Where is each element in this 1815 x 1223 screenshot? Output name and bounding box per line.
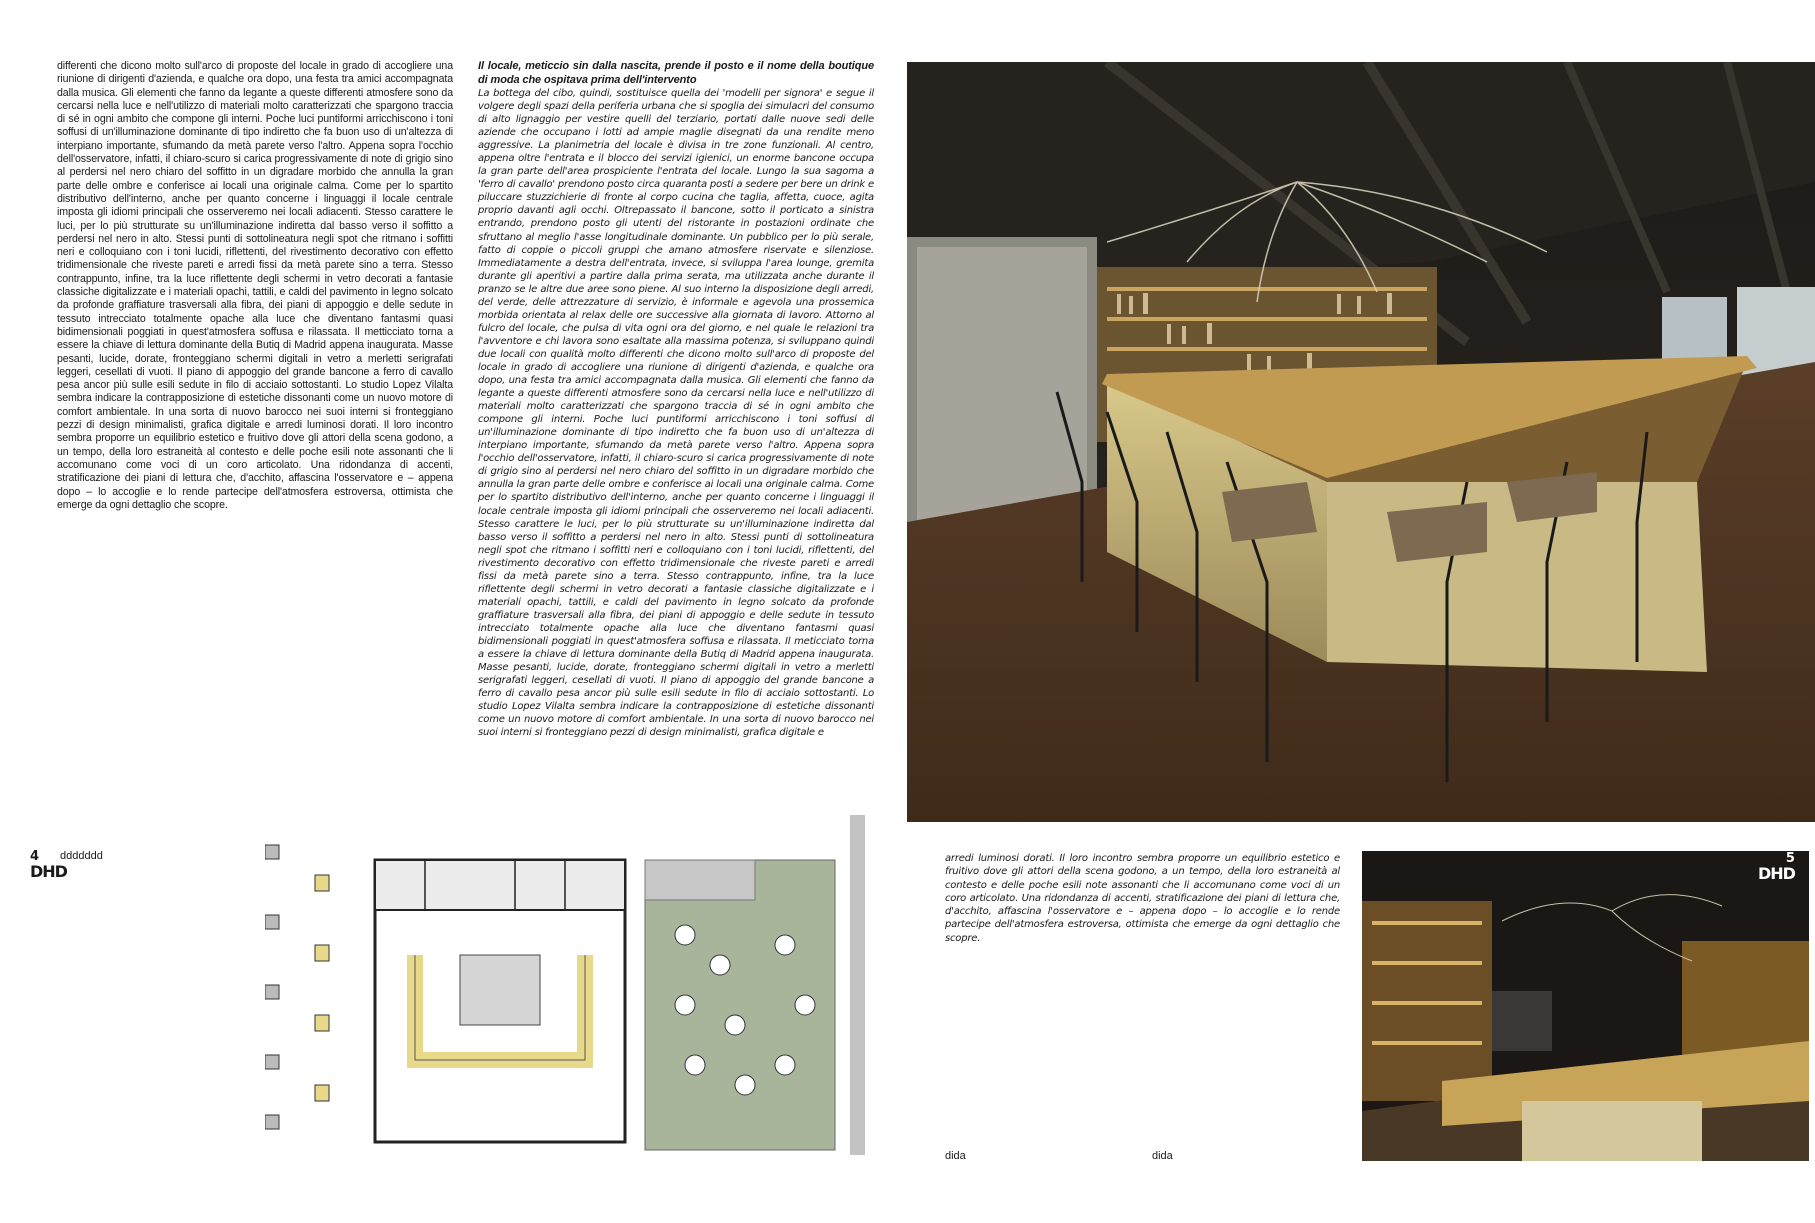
floor-plan: [265, 815, 870, 1155]
left-text-column: differenti che dicono molto sull'arco di proposte del locale in grado di accogliere una riunione di dirigenti d'azienda, e qualche ora dopo, una festa tra amici accompagnata dalla musica. Gli elementi che fanno da legante a queste differenti atmosfere sono da cercarsi nella luce e nell'utilizzo di materiali molto caratterizzati che spargono traccia di sé in ogni ambito che compone gli interni. Poche luci puntiformi arricchiscono i toni soffusi di un'illuminazione dominante di tipo indiretto che fa buon uso di un'altezza di interpiano importante, sfumando da metà parete verso l'altro. Appena sopra l'occhio dell'osservatore, infatti, il chiaro-scuro si carica progressivamente di note di grigio sino al perdersi nel nero chiaro del soffitto in un digradare morbido che annulla la gran parte delle ombre e conferisce ai locali una originale calma. Come per lo spartito distributivo dell'interno, anche per quanto concerne i linguaggi il locale centrale imposta gli idiomi principali che osserveremo nei locali adiacenti. Stesso carattere le luci, per lo più strutturate su un'illuminazione indiretta dal basso verso il soffitto a perdersi nel nero in alto. Stessi punti di sottolineatura negli spot che ritmano i soffitti neri e colloquiano con i toni lucidi, riflettenti, del rivestimento decorativo con effetto tridimensionale che riveste pareti e arredi fissi da metà parete sino a terra. Stesso contrappunto, infine, tra la luce riflettente degli schermi in vetro decorati a fantasie classiche digitalizzate e i materiali opachi, tattili, e caldi del pavimento in legno solcato da profonde graffiature trasversali alla fibra, dei piani di appoggio e delle sedute in tessuto intrecciato totalmente opache alla luce che diventano fantasmi quasi bidimensionali poggiati in quest'atmosfera soffusa e rilassata. Il metticciato torna a essere la chiave di lettura dominante della Butiq di Madrid appena inaugurata. Masse pesanti, lucide, dorate, fronteggiano schermi digitali in vetro a merletti serigrafati leggeri, cesellati di vuoti. Il piano di appoggio del grande bancone a ferro di cavallo pesa ancor più sulle esili sedute in filo di acciaio sottostanti. Lo studio Lopez Vilalta sembra indicare la contrapposizione di estetiche dissonanti come un nuovo motore di comfort ambientale. In una sorta di nuovo barocco nei suoi interni si fronteggiano pezzi di design minimalisti, grafica digitale e arredi luminosi dorati. Il loro incontro sembra proporre un equilibrio estetico e fruitivo dove gli attori della scena godono, a un tempo, della loro estraneità al contesto e delle poche esili note assonanti che li accomunano come voci di un coro articolato. Una ridondanza di accenti, stratificazione dei piani di lettura che, d'acchito, affascina l'osservatore e – appena dopo – lo accoglie e lo rende partecipe dell'atmosfera estroversa, ottimista che emerge da ogni dettaglio che scopre.: [57, 60, 453, 511]
caption-1: dida: [945, 1150, 966, 1162]
page-number: 4: [30, 849, 40, 864]
middle-text-column: [478, 60, 874, 770]
right-bottom-text: arredi luminosi dorati. Il loro incontro sembra proporre un equilibrio estetico e fruitivo dove gli attori della scena godono, a un tempo, della loro estraneità al contesto e delle poche esili note assonanti che li accomunano come voci di un coro articolato. Una ridondanza di accenti, stratificazione dei piani di lettura che, d'acchito, affascina l'osservatore e – appena dopo – lo accoglie e lo rende partecipe dell'atmosfera estroversa, ottimista che emerge da ogni dettaglio che scopre.: [945, 853, 1340, 944]
caption-2: dida: [1152, 1150, 1173, 1162]
page-number: 5: [1785, 851, 1795, 866]
bar-detail-photo: [1362, 851, 1809, 1161]
bar-interior-photo: [907, 62, 1815, 822]
magazine-logo: DHD: [30, 862, 67, 881]
section-heading: Il locale, meticcio sin dalla nascita, prende il posto e il nome della boutique di moda che ospitava prima dell'intervento: [478, 60, 874, 86]
page-number-right: [1758, 852, 1795, 882]
middle-body-text: La bottega del cibo, quindi, sostituisce quella dei 'modelli per signora' e segue il volgere degli spazi della periferia urbana che si spoglia dei simulacri del consumo di alto lignaggio per vestire quelli del terziario, portati dalle nuove sedi delle aziende che occupano i lotti ad ampie maglie disegnati da una rendite meno aggressive. La planimetria del locale è divisa in tre zone funzionali. Al centro, appena oltre l'entrata e il blocco dei servizi igienici, un enorme bancone occupa la gran parte dell'area prospiciente l'entrata del locale. Lungo la sua sagoma a 'ferro di cavallo' prendono posto circa quaranta posti a sedere per bere un drink e piluccare stuzzichierie di fronte al corpo cucina che taglia, affetta, cuoce, agita proprio davanti agli occhi. Oltrepassato il bancone, sotto il porticato a sinistra entrando, prendono posto gli utenti del ristorante in postazioni ordinate che sfruttano al meglio l'asse longitudinale dominante. Un pubblico per lo più serale, fatto di coppie o piccoli gruppi che amano atmosfere riservate e silenziose. Immediatamente a destra dell'entrata, invece, si sviluppa l'area lounge, gremita durante gli aperitivi a partire dalla prima serata, ma utilizzata anche durante il pranzo se le altre due aree sono piene. Al suo interno la disposizione degli arredi, del verde, delle attrezzature di servizio, è informale e agevola una prossemica morbida orientata al relax delle ore successive alla giornata di lavoro. Attorno al fulcro del locale, che pulsa di vita ogni ora del giorno, e nel quale le relazioni tra l'avventore e chi lavora sono esaltate alla massima potenza, si sviluppano quindi due locali con qualità molto differenti che dicono molto sull'arco di proposte del locale in grado di accogliere una riunione di dirigenti d'azienda, e qualche ora dopo, una festa tra amici accompagnata dalla musica. Gli elementi che fanno da legante a queste differenti atmosfere sono da cercarsi nella luce e nell'utilizzo di materiali molto caratterizzati che spargono traccia di sé in ogni ambito che compone gli interni. Poche luci puntiformi arricchiscono i toni soffusi di un'illuminazione dominante di tipo indiretto che fa buon uso di un'altezza di interpiano importante, sfumando da metà parete verso l'altro. Appena sopra l'occhio dell'osservatore, infatti, il chiaro-scuro si carica progressivamente di note di grigio sino al perdersi nel nero chiaro del soffitto in un digradare morbido che annulla la gran parte delle ombre e conferisce ai locali una originale calma. Come per lo spartito distributivo dell'interno, anche per quanto concerne i linguaggi il locale centrale imposta gli idiomi principali che osserveremo nei locali adiacenti. Stesso carattere le luci, per lo più strutturate su un'illuminazione indiretta dal basso verso il soffitto a perdersi nel nero in alto. Stessi punti di sottolineatura negli spot che ritmano i soffitti neri e colloquiano con i toni lucidi, riflettenti, del rivestimento decorativo con effetto tridimensionale che riveste pareti e arredi fissi da metà parete sino a terra. Stesso contrappunto, infine, tra la luce riflettente degli schermi in vetro decorati a fantasie classiche digitalizzate e i materiali opachi, tattili, e caldi del pavimento in legno solcato da profonde graffiature trasversali alla fibra, dei piani di appoggio e delle sedute in tessuto intrecciato totalmente opache alla luce che diventano fantasmi quasi bidimensionali poggiati in quest'atmosfera soffusa e rilassata. Il meticciato torna a essere la chiave di lettura dominante della Butiq di Madrid appena inaugurata. Masse pesanti, lucide, dorate, fronteggiano schermi digitali in vetro a merletti serigrafati leggeri, cesellati di vuoti. Il piano di appoggio del grande bancone a ferro di cavallo pesa ancor più sulle esili sedute in filo di acciaio sottostanti. Lo studio Lopez Vilalta sembra indicare la contrapposizione di estetiche dissonanti come un nuovo motore di comfort ambientale. In una sorta di nuovo barocco nei suoi interni si fronteggiano pezzi di design minimalisti, grafica digitale e: [478, 88, 874, 739]
folio-label: ddddddd: [60, 850, 103, 862]
magazine-logo: DHD: [1758, 864, 1795, 883]
